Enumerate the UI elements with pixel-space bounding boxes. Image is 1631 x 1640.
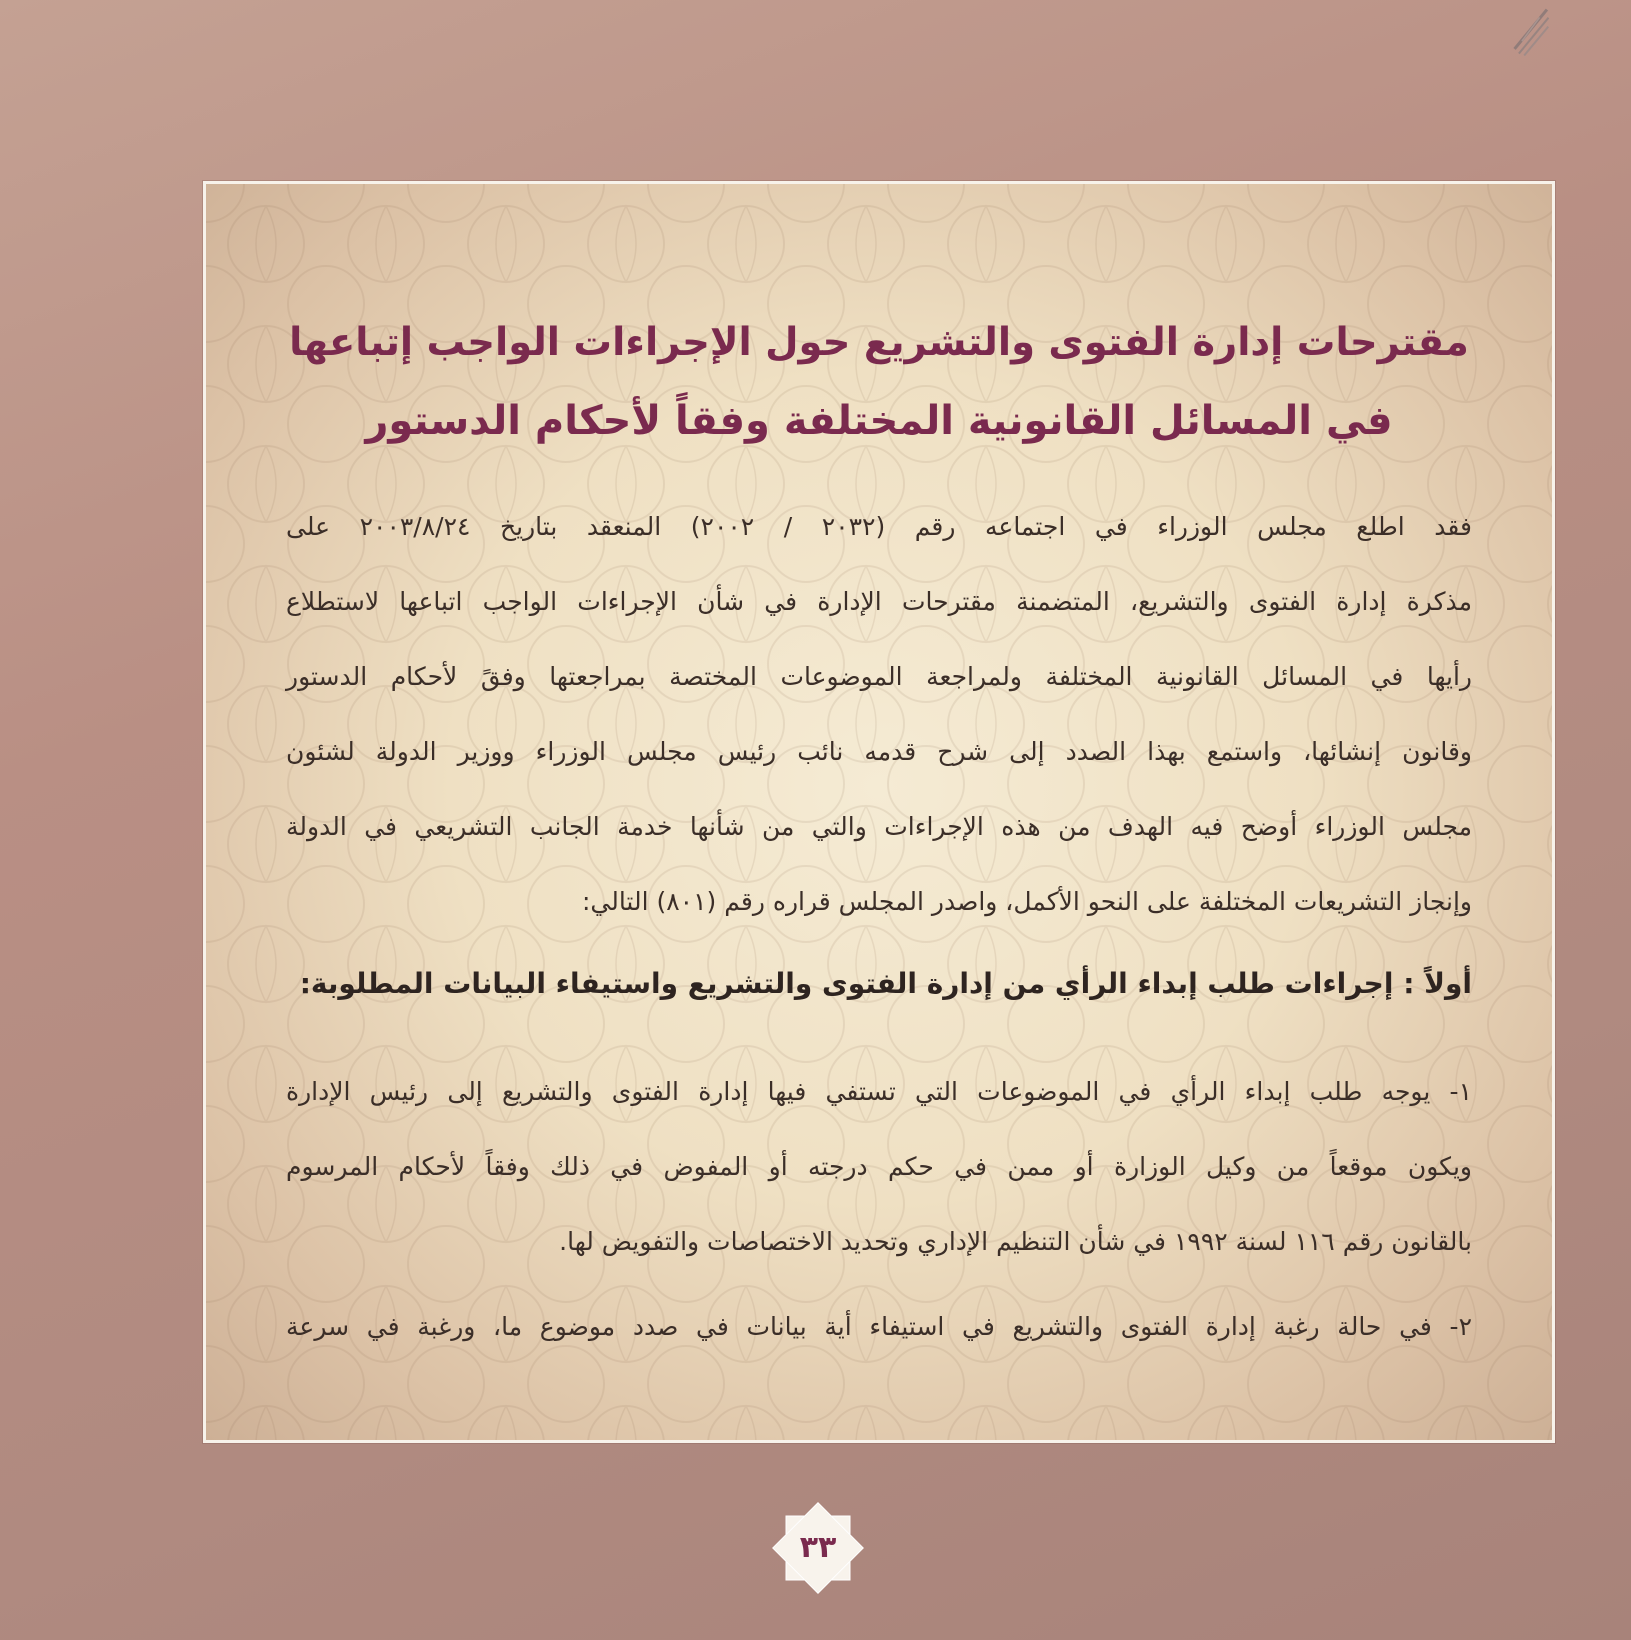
numbered-list: [286, 1054, 1472, 1374]
intro-line: مجلس الوزراء أوضح فيه الهدف من هذه الإجراءات والتي من شأنها خدمة الجانب التشريعي في الدولة: [286, 812, 1472, 841]
title-line-2: في المسائل القانونية المختلفة وفقاً لأحكام الدستور: [365, 398, 1393, 444]
page-number: ٣٣: [799, 1530, 837, 1565]
intro-paragraph: [286, 489, 1472, 939]
intro-line: رأيها في المسائل القانونية المختلفة ولمراجعة الموضوعات المختصة بمراجعتها وفقً لأحكام الدستور: [286, 662, 1472, 691]
pencil-smudge-icon: [1498, 1, 1566, 64]
section-heading: أولاً : إجراءات طلب إبداء الرأي من إدارة الفتوى والتشريع واستيفاء البيانات المطلوبة:: [299, 967, 1472, 1000]
list-item-2: [286, 1289, 1472, 1364]
list-item-line: بالقانون رقم ١١٦ لسنة ١٩٩٢ في شأن التنظيم الإداري وتحديد الاختصاصات والتفويض لها.: [559, 1227, 1472, 1256]
panel-content: [286, 184, 1472, 1440]
intro-line: وقانون إنشائها، واستمع بهذا الصدد إلى شرح قدمه نائب رئيس مجلس الوزراء ووزير الدولة لشئون: [286, 737, 1472, 766]
list-item-line: ٢- في حالة رغبة إدارة الفتوى والتشريع في استيفاء أية بيانات في صدد موضوع ما، ورغبة في سرعة: [286, 1312, 1472, 1341]
intro-line: فقد اطلع مجلس الوزراء في اجتماعه رقم (٢٠٣٢ / ٢٠٠٢) المنعقد بتاريخ ٢٠٠٣/٨/٢٤ على: [286, 512, 1473, 541]
page-number-badge: [768, 1498, 868, 1598]
intro-line: وإنجاز التشريعات المختلفة على النحو الأكمل، واصدر المجلس قراره رقم (٨٠١) التالي:: [581, 887, 1472, 916]
intro-line: مذكرة إدارة الفتوى والتشريع، المتضمنة مقترحات الإدارة في شأن الإجراءات الواجب اتباعها لاستطلاع: [286, 587, 1472, 616]
page-title: [286, 304, 1472, 460]
title-line-1: مقترحات إدارة الفتوى والتشريع حول الإجراءات الواجب إتباعها: [289, 320, 1469, 365]
list-item-line: ويكون موقعاً من وكيل الوزارة أو ممن في حكم درجته أو المفوض في ذلك وفقاً لأحكام المرسوم: [286, 1152, 1472, 1181]
list-item-line: ١- يوجه طلب إبداء الرأي في الموضوعات التي تستفي فيها إدارة الفتوى والتشريع إلى رئيس الإدارة: [286, 1077, 1472, 1106]
list-item-1: [286, 1054, 1472, 1279]
content-panel: [203, 181, 1555, 1443]
